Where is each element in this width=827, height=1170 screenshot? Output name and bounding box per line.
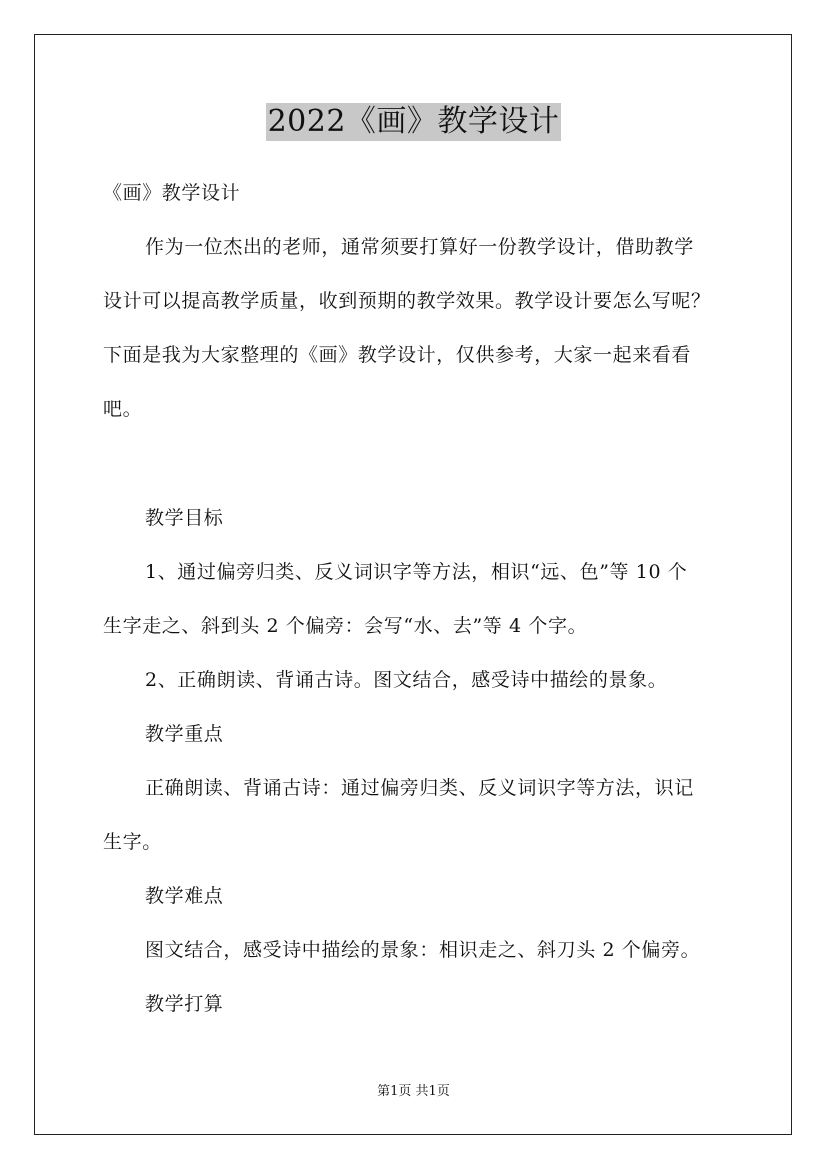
goal-2: 2、正确朗读、背诵古诗。图文结合，感受诗中描绘的景象。 [145, 669, 668, 691]
section-heading-key: 教学重点 [145, 723, 224, 745]
goal-1-line-2: 生字走之、斜到头 2 个偏旁：会写“水、去”等 4 个字。 [103, 615, 588, 637]
difficulty-text: 图文结合，感受诗中描绘的景象：相识走之、斜刀头 2 个偏旁。 [145, 939, 701, 961]
intro-line-2: 设计可以提高教学质量，收到预期的教学效果。教学设计要怎么写呢？ [103, 290, 711, 312]
intro-line-3: 下面是我为大家整理的《画》教学设计，仅供参考，大家一起来看看 [103, 344, 692, 366]
page-footer: 第1页 共1页 [377, 1084, 450, 1099]
document-subtitle: 《画》教学设计 [103, 182, 241, 204]
key-line-1: 正确朗读、背诵古诗：通过偏旁归类、反义词识字等方法，识记 [145, 777, 694, 799]
intro-line-1: 作为一位杰出的老师，通常须要打算好一份教学设计，借助教学 [145, 236, 694, 258]
section-heading-plan: 教学打算 [145, 993, 224, 1015]
key-line-2: 生字。 [103, 831, 162, 853]
goal-1-line-1: 1、通过偏旁归类、反义词识字等方法，相识“远、色”等 10 个 [145, 561, 688, 583]
intro-line-4: 吧。 [103, 398, 143, 420]
title-container [0, 103, 827, 141]
section-heading-goal: 教学目标 [145, 507, 224, 529]
section-heading-difficulty: 教学难点 [145, 885, 224, 907]
document-title: 2022《画》教学设计 [267, 104, 560, 139]
